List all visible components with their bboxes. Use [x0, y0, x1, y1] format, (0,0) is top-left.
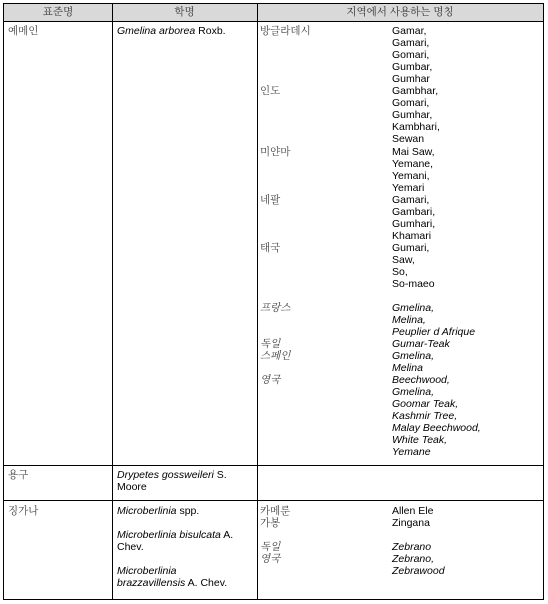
- header-cell-scientific-name: 학명: [112, 4, 257, 22]
- local-name: Gomari,: [392, 49, 430, 61]
- header-cell-standard-name: 표준명: [4, 4, 112, 22]
- region-name: 프랑스: [260, 302, 291, 314]
- local-name: Gambhar,: [392, 85, 439, 97]
- local-name: Beechwood,: [392, 374, 450, 386]
- local-name: Gamari,: [392, 194, 430, 206]
- scientific-name: Gmelina arborea Roxb.: [117, 25, 226, 37]
- region-name: 카메룬: [260, 505, 291, 517]
- local-name: White Teak,: [392, 434, 448, 446]
- local-name: Melina,: [392, 314, 426, 326]
- column-divider: [257, 4, 258, 599]
- local-name: Zebrawood: [392, 565, 445, 577]
- scientific-name-author: Moore: [117, 481, 147, 493]
- region-name: 네팔: [260, 194, 281, 206]
- local-name: Malay Beechwood,: [392, 422, 481, 434]
- region-name: 미얀마: [260, 146, 291, 158]
- local-name: Zebrano: [392, 541, 432, 553]
- species-table: [3, 3, 544, 600]
- scientific-name: Drypetes gossweileri S.: [117, 469, 227, 481]
- local-name: Saw,: [392, 254, 415, 266]
- local-name: Gumar-Teak: [392, 338, 450, 350]
- local-name: Gamar,: [392, 25, 427, 37]
- header-cell-local-names: 지역에서 사용하는 명칭: [257, 4, 543, 22]
- scientific-name: Microberlinia: [117, 565, 177, 577]
- local-name: Gmelina,: [392, 302, 435, 314]
- local-name: Zebrano,: [392, 553, 435, 565]
- standard-name: 예메인: [8, 25, 39, 37]
- local-name: Gomari,: [392, 97, 430, 109]
- local-name: So,: [392, 266, 408, 278]
- region-name: 영국: [260, 553, 281, 565]
- standard-name: 징가나: [8, 505, 39, 517]
- local-name: Gumhari,: [392, 218, 436, 230]
- region-name: 인도: [260, 85, 281, 97]
- region-name: 태국: [260, 242, 281, 254]
- local-name: Gmelina,: [392, 386, 435, 398]
- local-name: Gambari,: [392, 206, 436, 218]
- row-divider: [4, 465, 543, 466]
- standard-name: 용구: [8, 469, 29, 481]
- scientific-name-author: Chev.: [117, 541, 144, 553]
- local-name: So-maeo: [392, 278, 435, 290]
- local-name: Yemari: [392, 182, 425, 194]
- region-name: 독일: [260, 541, 281, 553]
- region-name: 가봉: [260, 517, 281, 529]
- local-name: Gmelina,: [392, 350, 435, 362]
- local-name: Khamari: [392, 230, 432, 242]
- local-name: Allen Ele: [392, 505, 434, 517]
- local-name: Melina: [392, 362, 423, 374]
- local-name: Zingana: [392, 517, 430, 529]
- region-name: 영국: [260, 374, 281, 386]
- scientific-name: Microberlinia spp.: [117, 505, 200, 517]
- column-divider: [112, 4, 113, 599]
- local-name: Goomar Teak,: [392, 398, 459, 410]
- region-name: 방글라데시: [260, 25, 311, 37]
- scientific-name: Microberlinia bisulcata A.: [117, 529, 234, 541]
- local-name: Gumhar,: [392, 109, 433, 121]
- local-name: Gamari,: [392, 37, 430, 49]
- local-name: Yemane,: [392, 158, 434, 170]
- row-divider: [4, 500, 543, 501]
- local-name: Sewan: [392, 133, 425, 145]
- local-name: Mai Saw,: [392, 146, 435, 158]
- local-name: Gumbar,: [392, 61, 433, 73]
- scientific-name: brazzavillensis A. Chev.: [117, 577, 228, 589]
- local-name: Kambhari,: [392, 121, 440, 133]
- local-name: Gumhar: [392, 73, 430, 85]
- local-name: Gumari,: [392, 242, 430, 254]
- local-name: Kashmir Tree,: [392, 410, 458, 422]
- local-name: Yemani,: [392, 170, 430, 182]
- region-name: 독일: [260, 338, 281, 350]
- region-name: 스페인: [260, 350, 291, 362]
- local-name: Peuplier d Afrique: [392, 326, 476, 338]
- local-name: Yemane: [392, 446, 431, 458]
